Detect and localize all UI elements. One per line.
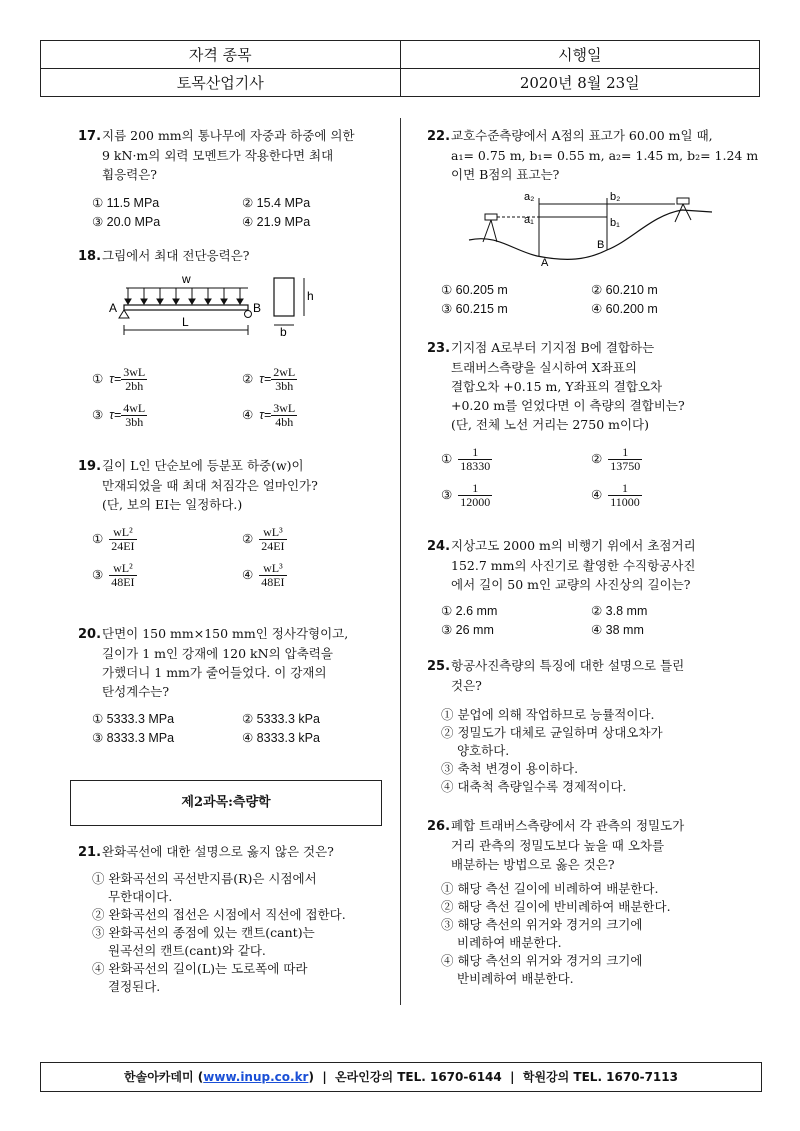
question-line: 단면이 150 mm×150 mm인 정사각형이고, [102,626,349,641]
beam [124,305,248,310]
question-line: 교호수준측량에서 A점의 표고가 60.00 m일 때, [451,128,713,143]
option-3[interactable]: ③ $\frac{\text{wL²}}{48EI}$ [92,561,135,589]
svg-text:b₁: b₁ [610,217,620,229]
column-divider [400,118,401,1005]
question-line: a₁= 0.75 m, b₁= 0.55 m, a₂= 1.45 m, b₂= 1.24 m [451,148,759,163]
question-line: 거리 관측의 정밀도보다 높을 때 오차를 [451,838,665,853]
support-a [119,310,129,318]
question-line: 길이 L인 단순보에 등분포 하중(w)이 [102,458,304,473]
footer-separator: | [322,1070,327,1084]
option-2[interactable]: ② 해당 측선 길이에 반비례하여 배분한다. [441,899,671,914]
question-number: 26. [427,819,451,834]
header-value-date: 2020년 8월 23일 [400,69,760,97]
option-1[interactable]: ① τ= $\frac{3wL}{2bh}$ [92,365,146,393]
svg-text:L: L [182,315,189,329]
offline-tel: 학원강의 TEL. 1670-7113 [522,1070,678,1084]
option-4[interactable]: ④ $\frac{1}{11000}$ [591,481,640,509]
header-table [40,40,760,97]
beam-figure [98,270,348,360]
question-line: 기지점 A로부터 기지점 B에 결합하는 [451,340,655,355]
question-number: 23. [427,341,451,356]
academy-link[interactable]: www.inup.co.kr [203,1070,309,1084]
option-4[interactable]: ④ 38 mm [591,623,644,637]
option-1[interactable]: ① $\frac{1}{18330}$ [441,445,491,473]
question-line: 항공사진측량의 특징에 대한 설명으로 틀린 [451,658,685,673]
option-2[interactable]: ② 3.8 mm [591,604,648,618]
question-number: 21. [78,845,102,860]
svg-text:b: b [280,325,287,339]
question-line: 그림에서 최대 전단응력은? [102,248,250,263]
load-label: w [182,272,191,286]
option-1[interactable]: ① 분업에 의해 작업하므로 능률적이다. [441,707,655,722]
footer-separator: | [510,1070,515,1084]
option-3[interactable]: ③ 26 mm [441,623,494,637]
option-4[interactable]: ④ τ= $\frac{3wL}{4bh}$ [242,401,296,429]
option-1[interactable]: ① 11.5 MPa [92,196,160,210]
question-line: 9 kN·m의 외력 모멘트가 작용한다면 최대 [102,148,334,163]
option-2[interactable]: ② 정밀도가 대체로 균일하며 상대오차가 양호하다. [441,725,663,758]
option-3[interactable]: ③ 축척 변경이 용이하다. [441,761,579,776]
option-1[interactable]: ① 2.6 mm [441,604,498,618]
question-line: 지상고도 2000 m의 비행기 위에서 초점거리 [451,538,696,553]
question-line: 이면 B점의 표고는? [451,167,560,182]
option-4[interactable]: ④ 대축척 측량일수록 경제적이다. [441,779,627,794]
question-number: 18. [78,249,102,264]
option-3[interactable]: ③ 60.215 m [441,302,508,316]
svg-text:a₁: a₁ [524,214,534,226]
question-number: 17. [78,129,102,144]
svg-text:h: h [307,289,314,303]
question-number: 25. [427,659,451,674]
header-value-subject: 토목산업기사 [41,69,401,97]
option-4[interactable]: ④ 완화곡선의 길이(L)는 도로폭에 따라 결정된다. [92,961,308,994]
svg-text:b₂: b₂ [610,191,621,203]
question-number: 19. [78,459,102,474]
question-number: 24. [427,539,451,554]
question-line: 만재되었을 때 최대 처짐각은 얼마인가? [102,478,318,493]
leveling-figure [467,190,717,270]
question-line: 것은? [451,678,482,693]
question-line: 폐합 트래버스측량에서 각 관측의 정밀도가 [451,818,685,833]
subject-heading: 제2과목:측량학 [70,780,382,826]
svg-text:a₂: a₂ [524,191,535,203]
option-2[interactable]: ② τ= $\frac{2wL}{3bh}$ [242,365,296,393]
option-1[interactable]: ① 60.205 m [441,283,508,297]
header-label-date: 시행일 [400,41,760,69]
question-line: 길이가 1 m인 강재에 120 kN의 압축력을 [102,646,333,661]
option-3[interactable]: ③ 해당 측선의 위거와 경거의 크기에 비례하여 배분한다. [441,917,643,950]
question-line: 에서 길이 50 m인 교량의 사진상의 길이는? [451,577,691,592]
svg-text:A: A [541,257,549,269]
option-3[interactable]: ③ 8333.3 MPa [92,731,175,745]
option-4[interactable]: ④ 60.200 m [591,302,658,316]
option-3[interactable]: ③ $\frac{1}{12000}$ [441,481,491,509]
question-line: 트래버스측량을 실시하여 X좌표의 [451,360,637,375]
support-b [245,311,252,318]
question-line: 완화곡선에 대한 설명으로 옳지 않은 것은? [102,844,334,859]
option-2[interactable]: ② 5333.3 kPa [242,712,320,726]
option-3[interactable]: ③ τ= $\frac{4wL}{3bh}$ [92,401,146,429]
academy-name: 한솔아카데미 [124,1070,194,1084]
question-line: 152.7 mm의 사진기로 촬영한 수직항공사진 [451,558,696,573]
option-3[interactable]: ③ 20.0 MPa [92,215,161,229]
option-1[interactable]: ① $\frac{\text{wL²}}{24EI}$ [92,525,135,553]
distributed-load-arrows [125,288,248,304]
question-number: 22. [427,129,451,144]
option-2[interactable]: ② 60.210 m [591,283,658,297]
svg-text:B: B [253,301,262,315]
question-line: +0.20 m를 얻었다면 이 측량의 결합비는? [451,398,685,413]
question-line: 결합오차 +0.15 m, Y좌표의 결합오차 [451,379,663,394]
cross-section [274,278,294,316]
option-4[interactable]: ④ $\frac{\text{wL³}}{48EI}$ [242,561,285,589]
option-1[interactable]: ① 5333.3 MPa [92,712,175,726]
option-2[interactable]: ② $\frac{\text{wL³}}{24EI}$ [242,525,285,553]
header-label-subject: 자격 종목 [41,41,401,69]
option-4[interactable]: ④ 8333.3 kPa [242,731,320,745]
option-3[interactable]: ③ 완화곡선의 종점에 있는 캔트(cant)는 원곡선의 캔트(cant)와 같다. [92,925,315,958]
question-line: 지름 200 mm의 통나무에 자중과 하중에 의한 [102,128,355,143]
option-4[interactable]: ④ 21.9 MPa [242,215,311,229]
option-1[interactable]: ① 완화곡선의 곡선반지름(R)은 시점에서 무한대이다. [92,871,317,904]
svg-text:B: B [597,239,605,251]
question-line: 배분하는 방법으로 옳은 것은? [451,857,615,872]
question-line: (단, 보의 EI는 일정하다.) [102,497,243,512]
option-2[interactable]: ② $\frac{1}{13750}$ [591,445,641,473]
option-4[interactable]: ④ 해당 측선의 위거와 경거의 크기에 반비례하여 배분한다. [441,953,643,986]
question-line: 휨응력은? [102,167,158,182]
footer-bar: 한솔아카데미 (www.inup.co.kr) | 온라인강의 TEL. 1670-6144 | 학원강의 TEL. 1670-7113 [40,1062,762,1092]
question-line: (단, 전체 노선 거리는 2750 m이다) [451,417,650,432]
option-2[interactable]: ② 15.4 MPa [242,196,311,210]
question-line: 가했더니 1 mm가 줄어들었다. 이 강재의 [102,665,327,680]
online-tel: 온라인강의 TEL. 1670-6144 [335,1070,502,1084]
question-line: 탄성계수는? [102,684,170,699]
option-1[interactable]: ① 해당 측선 길이에 비례하여 배분한다. [441,881,659,896]
question-number: 20. [78,627,102,642]
option-2[interactable]: ② 완화곡선의 접선은 시점에서 직선에 접한다. [92,907,346,922]
svg-text:A: A [109,301,118,315]
